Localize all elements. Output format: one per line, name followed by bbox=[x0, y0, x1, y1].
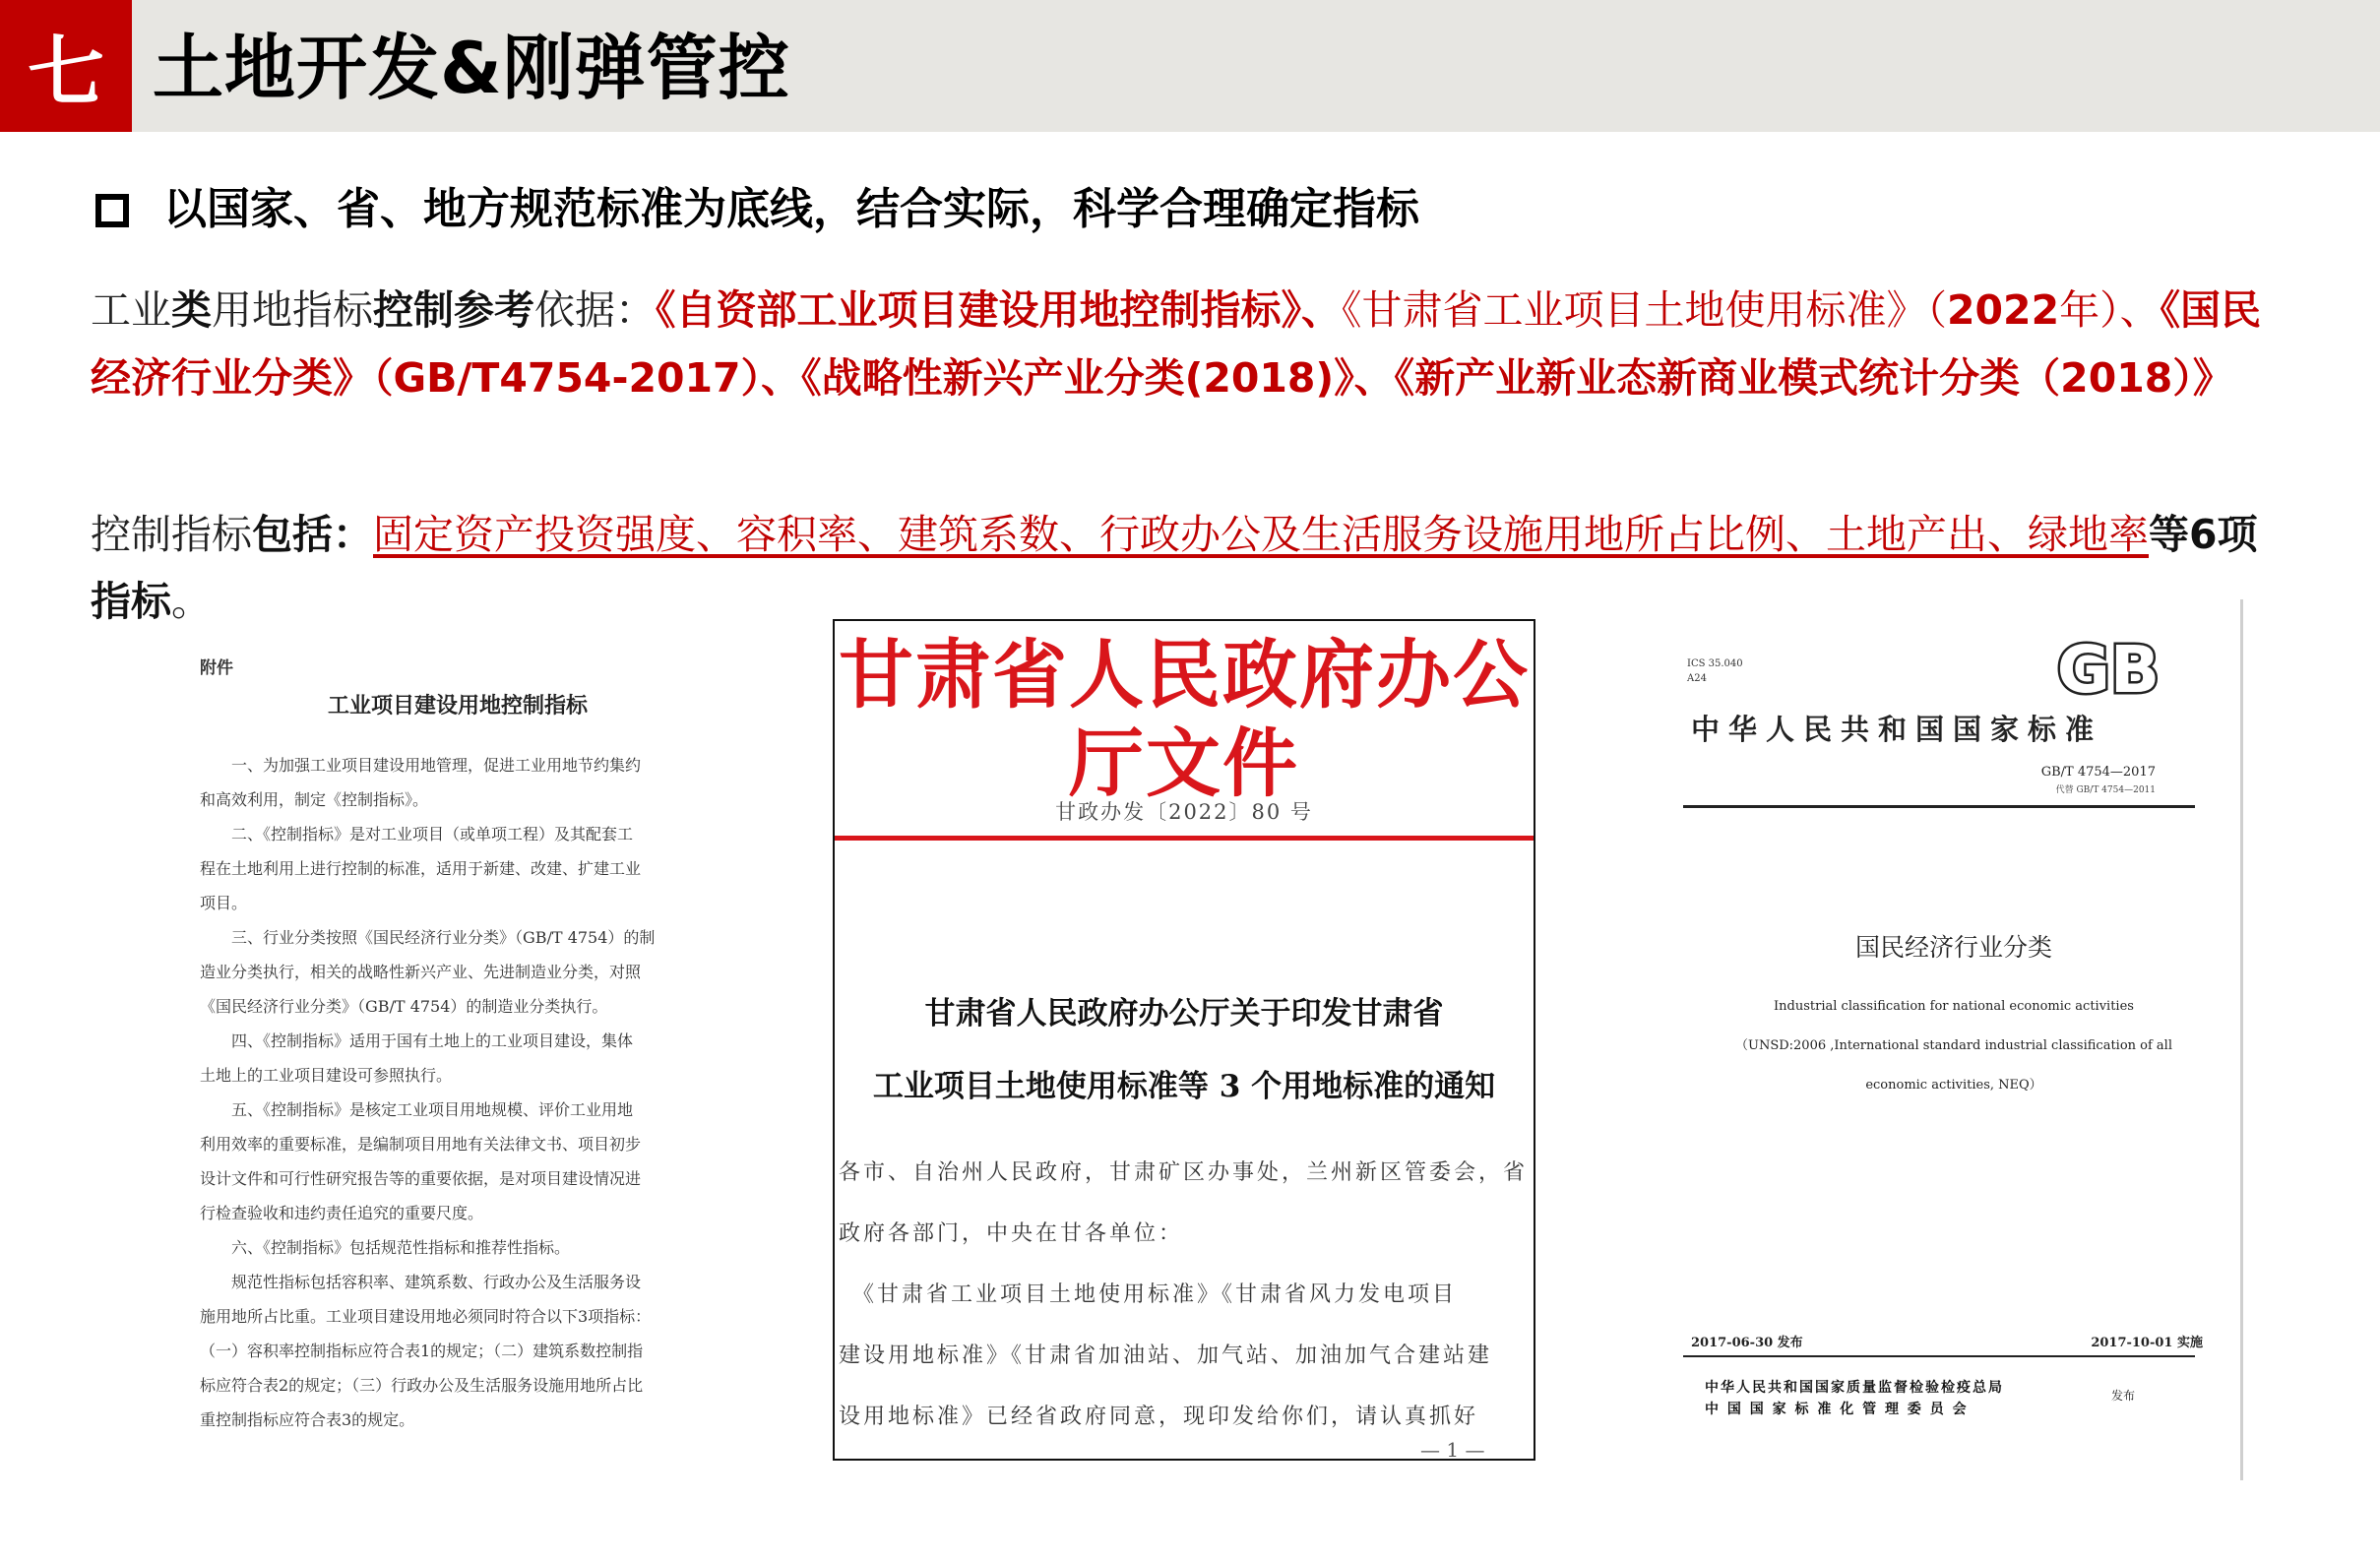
chapter-number-badge: 七 bbox=[0, 0, 132, 132]
doc1-line: 重控制指标应符合表3的规定。 bbox=[200, 1410, 415, 1429]
doc3-publishers bbox=[1705, 1377, 2004, 1420]
doc3-page-edge bbox=[2240, 599, 2243, 1480]
doc2-masthead: 甘肃省人民政府办公厅文件 bbox=[839, 631, 1530, 807]
doc1-line: （一）容积率控制指标应符合表1的规定；（二）建筑系数控制指 bbox=[200, 1342, 644, 1360]
doc1-line: 利用效率的重要标准，是编制项目用地有关法律文书、项目初步 bbox=[200, 1135, 642, 1154]
basis-text-5: 依据： bbox=[534, 286, 656, 334]
doc3-title-en-line: （UNSD:2006 ,International standard industrial classification of all bbox=[1734, 1038, 2172, 1053]
doc1-line: 程在土地利用上进行控制的标准，适用于新建、改建、扩建工业 bbox=[200, 859, 642, 878]
doc3-ics: ICS 35.040 bbox=[1687, 658, 1743, 669]
basis-text-1: 工业 bbox=[91, 286, 171, 334]
indicators-count: 等6项指标 bbox=[91, 511, 2258, 625]
doc3-title-zh: 国民经济行业分类 bbox=[1854, 933, 2052, 962]
basis-text-4: 控制参考 bbox=[373, 286, 534, 334]
doc2-line: 《甘肃省工业项目土地使用标准》《甘肃省风力发电项目 bbox=[839, 1282, 1458, 1307]
doc3-implement-date: 2017-10-01 实施 bbox=[2091, 1336, 2203, 1350]
reference-2: 《甘肃省工业项目土地使用标准》（ bbox=[1342, 286, 1947, 334]
basis-text-2: 类 bbox=[171, 286, 212, 334]
doc2-notice-line-1: 甘肃省人民政府办公厅关于印发甘肃省 bbox=[924, 996, 1444, 1031]
basis-text-3: 用地指标 bbox=[212, 286, 373, 334]
doc3-classification bbox=[1687, 656, 1743, 686]
doc2-document-number: 甘政办发〔2022〕80 号 bbox=[1055, 800, 1313, 824]
doc1-line: 行检查验收和违约责任追究的重要尺度。 bbox=[200, 1204, 484, 1222]
doc3-publish-word: 发布 bbox=[2111, 1389, 2136, 1403]
doc1-line: 造业分类执行，相关的战略性新兴产业、先进制造业分类，对照 bbox=[200, 963, 642, 981]
doc1-attachment-label: 附件 bbox=[200, 658, 233, 678]
page-title: 土地开发&刚弹管控 bbox=[153, 27, 790, 109]
doc-national-standard-cover bbox=[1683, 595, 2244, 1483]
doc3-publisher-2: 中 国 国 家 标 准 化 管 理 委 员 会 bbox=[1705, 1402, 1969, 1417]
doc1-title: 工业项目建设用地控制指标 bbox=[327, 693, 588, 719]
doc2-red-divider bbox=[835, 836, 1535, 841]
doc3-title-en-line: Industrial classification for national economic activities bbox=[1774, 999, 2134, 1014]
doc1-line: 施用地所占比重。工业项目建设用地必须同时符合以下3项指标： bbox=[200, 1307, 652, 1326]
doc-gansu-notice bbox=[833, 619, 1535, 1461]
doc-control-indicators bbox=[192, 640, 723, 1457]
doc1-line: 二、《控制指标》是对工业项目（或单项工程）及其配套工 bbox=[231, 825, 634, 843]
doc1-line: 设计文件和可行性研究报告等的重要依据，是对项目建设情况进 bbox=[200, 1169, 642, 1188]
indicators-lead-bold: 包括： bbox=[252, 511, 373, 558]
doc3-publisher-1: 中华人民共和国国家质量监督检验检疫总局 bbox=[1705, 1380, 2004, 1396]
doc3-release-date: 2017-06-30 发布 bbox=[1691, 1336, 1803, 1350]
reference-2-year: 2022 bbox=[1947, 286, 2060, 334]
reference-2-end: 年）、 bbox=[2059, 286, 2161, 334]
reference-3: 《国民经济行业分类》（GB/T4754-2017）、《战略性新兴产业分类(2018)》、《新产业新业态新商业模式统计分类（2018）》 bbox=[91, 286, 2262, 402]
doc1-line: 六、《控制指标》包括规范性指标和推荐性指标。 bbox=[231, 1238, 571, 1257]
doc2-body bbox=[839, 1143, 1530, 1448]
doc3-title-en-line: economic activities, NEQ） bbox=[1865, 1078, 2042, 1093]
doc1-line: 四、《控制指标》适用于国有土地上的工业项目建设，集体 bbox=[231, 1031, 634, 1050]
doc1-line: 标应符合表2的规定；（三）行政办公及生活服务设施用地所占比 bbox=[200, 1376, 644, 1395]
doc1-line: 三、行业分类按照《国民经济行业分类》（GB/T 4754）的制 bbox=[231, 928, 656, 947]
reference-1: 《自资部工业项目建设用地控制指标》、 bbox=[656, 286, 1342, 334]
bullet-heading: 以国家、省、地方规范标准为底线，结合实际，科学合理确定指标 bbox=[163, 184, 1419, 234]
doc1-line: 五、《控制指标》是核定工业项目用地规模、评价工业用地 bbox=[231, 1100, 634, 1119]
doc3-divider bbox=[1683, 805, 2195, 808]
doc3-title-en bbox=[1703, 987, 2205, 1105]
gb-logo-icon bbox=[2047, 635, 2169, 704]
gb-logo-text: GB bbox=[2056, 635, 2161, 704]
doc3-divider-bottom bbox=[1683, 1355, 2195, 1357]
doc3-national-standard: 中华人民共和国国家标准 bbox=[1691, 713, 2103, 746]
indicators-list: 固定资产投资强度、容积率、建筑系数、行政办公及生活服务设施用地所占比例、土地产出、绿地率 bbox=[373, 511, 2149, 558]
doc3-dates bbox=[1691, 1332, 2203, 1350]
doc1-line: 项目。 bbox=[200, 894, 248, 912]
doc1-line: 规范性指标包括容积率、建筑系数、行政办公及生活服务设 bbox=[231, 1273, 642, 1291]
doc3-standard-number: GB/T 4754—2017 bbox=[2040, 765, 2156, 780]
doc3-ccs: A24 bbox=[1687, 673, 1707, 684]
doc2-line: 政府各部门，中央在甘各单位： bbox=[839, 1221, 1184, 1246]
doc3-replaces: 代替 GB/T 4754—2011 bbox=[2055, 785, 2156, 795]
doc2-line: 各市、自治州人民政府，甘肃矿区办事处，兰州新区管委会，省 bbox=[839, 1160, 1529, 1185]
doc2-line: 建设用地标准》《甘肃省加油站、加气站、加油加气合建站建 bbox=[839, 1343, 1493, 1368]
square-bullet-icon bbox=[95, 194, 129, 227]
doc1-line: 《国民经济行业分类》（GB/T 4754）的制造业分类执行。 bbox=[200, 997, 608, 1016]
doc2-line: 设用地标准》已经省政府同意，现印发给你们，请认真抓好 bbox=[839, 1405, 1479, 1429]
doc2-notice-line-2: 工业项目土地使用标准等 3 个用地标准的通知 bbox=[872, 1069, 1496, 1104]
doc1-body bbox=[200, 748, 723, 1437]
doc1-line: 和高效利用，制定《控制指标》。 bbox=[200, 790, 429, 809]
indicators-tail: 。 bbox=[171, 578, 212, 625]
doc1-line: 一、为加强工业项目建设用地管理，促进工业用地节约集约 bbox=[231, 756, 642, 775]
doc2-page-number: — 1 — bbox=[1420, 1438, 1485, 1461]
doc2-notice-title bbox=[835, 977, 1534, 1123]
basis-paragraph bbox=[91, 277, 2287, 412]
indicators-lead: 控制指标 bbox=[91, 511, 252, 558]
doc1-line: 土地上的工业项目建设可参照执行。 bbox=[200, 1066, 453, 1085]
